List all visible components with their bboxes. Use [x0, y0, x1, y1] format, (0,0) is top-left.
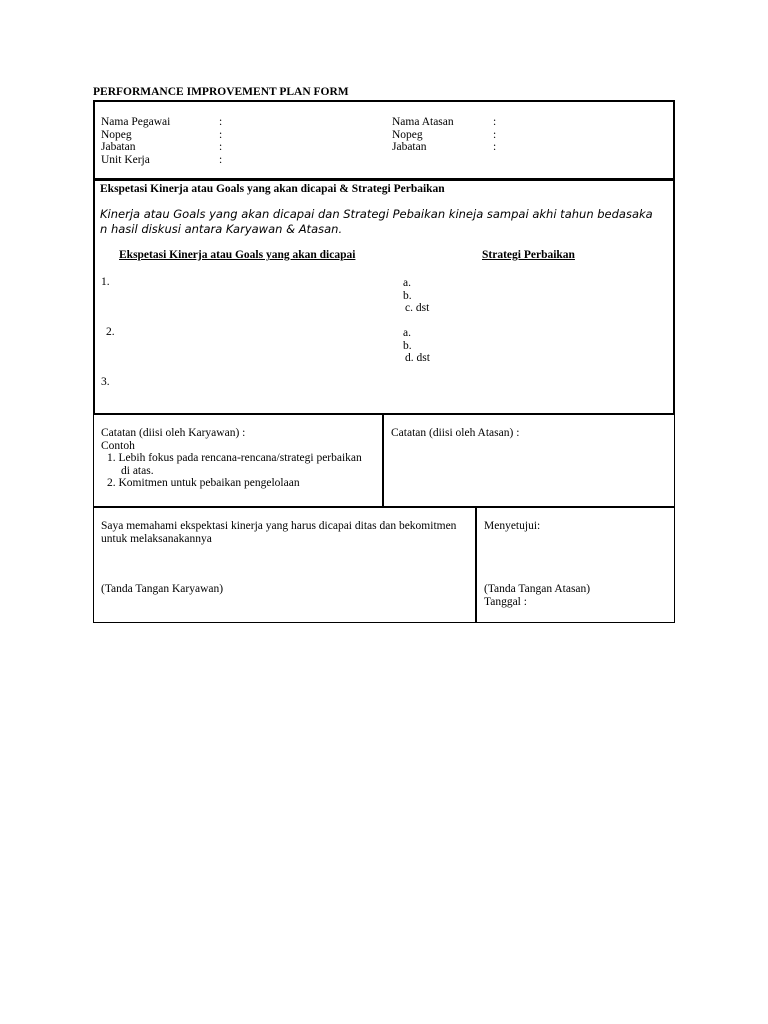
supervisor-signature: (Tanda Tangan Atasan)	[484, 583, 591, 595]
strategy-column-header: Strategi Perbaikan	[482, 249, 575, 261]
goals-column-header: Ekspetasi Kinerja atau Goals yang akan dicapai	[119, 249, 356, 261]
form-title: PERFORMANCE IMPROVEMENT PLAN FORM	[93, 86, 349, 98]
strategy-item[interactable]: a.	[403, 277, 411, 289]
field-jabatan-atasan[interactable]	[392, 141, 497, 154]
field-sep: :	[219, 128, 223, 141]
field-sep: :	[493, 141, 497, 153]
identity-left	[101, 116, 223, 166]
date-label: Tanggal :	[484, 595, 527, 608]
field-label: Nopeg	[101, 128, 132, 141]
field-label: Nama Pegawai	[101, 116, 171, 128]
field-nopeg[interactable]	[101, 128, 223, 142]
goal-item[interactable]: 3.	[101, 376, 110, 388]
example-item: 1. Lebih fokus pada rencana-rencana/strategi perbaikan	[107, 452, 362, 464]
statement-line: untuk melaksanakannya	[101, 532, 212, 545]
example-item-continuation: di atas.	[121, 464, 154, 477]
supervisor-signature-block[interactable]	[484, 583, 590, 608]
field-sep: :	[219, 116, 223, 128]
goals-heading: Ekspetasi Kinerja atau Goals yang akan dicapai & Strategi Perbaikan	[100, 183, 445, 195]
employee-notes-label: Catatan (diisi oleh Karyawan) :	[101, 427, 246, 439]
notes-divider	[382, 414, 384, 506]
strategy-item[interactable]: c. dst	[405, 302, 430, 314]
signature-divider	[475, 508, 477, 622]
signature-box	[93, 506, 675, 623]
field-label: Unit Kerja	[101, 153, 150, 166]
goal-item[interactable]: 1.	[101, 276, 110, 288]
field-sep: :	[219, 141, 223, 153]
strategy-item[interactable]: b.	[403, 339, 412, 352]
field-label: Nopeg	[392, 128, 423, 141]
identity-box	[93, 100, 675, 181]
field-sep: :	[219, 153, 223, 166]
field-nama-atasan[interactable]	[392, 116, 497, 129]
field-nopeg-atasan[interactable]	[392, 128, 497, 142]
field-label: Nama Atasan	[392, 116, 454, 128]
employee-notes[interactable]	[101, 427, 362, 490]
goals-box	[93, 178, 675, 415]
field-label: Jabatan	[392, 141, 427, 153]
strategy-list-2	[403, 327, 430, 365]
strategy-item[interactable]: d. dst	[405, 352, 430, 364]
employee-signature[interactable]: (Tanda Tangan Karyawan)	[101, 583, 224, 595]
supervisor-notes-label[interactable]: Catatan (diisi oleh Atasan) :	[391, 427, 520, 439]
goals-description	[100, 207, 653, 237]
strategy-list-1	[403, 277, 429, 315]
approve-label: Menyetujui:	[484, 520, 541, 532]
strategy-item[interactable]: b.	[403, 289, 412, 302]
goal-item[interactable]: 2.	[106, 326, 115, 338]
example-item: 2. Komitmen untuk pebaikan pengelolaan	[107, 477, 300, 489]
goals-description-line: n hasil diskusi antara Karyawan & Atasan.	[100, 222, 343, 236]
field-sep: :	[493, 116, 497, 128]
statement-line: Saya memahami ekspektasi kinerja yang harus dicapai ditas dan bekomitmen	[101, 520, 457, 532]
strategy-item[interactable]: a.	[403, 327, 411, 339]
field-label: Jabatan	[101, 141, 136, 153]
field-unit-kerja[interactable]	[101, 153, 223, 167]
commitment-statement	[101, 520, 456, 545]
field-sep: :	[493, 128, 497, 141]
field-jabatan[interactable]	[101, 141, 223, 154]
field-nama-pegawai[interactable]	[101, 116, 223, 129]
identity-right	[392, 116, 497, 154]
example-label: Contoh	[101, 439, 135, 452]
goals-description-line: Kinerja atau Goals yang akan dicapai dan Strategi Pebaikan kineja sampai akhi tahun bedasaka	[100, 207, 653, 221]
notes-box	[93, 413, 675, 507]
